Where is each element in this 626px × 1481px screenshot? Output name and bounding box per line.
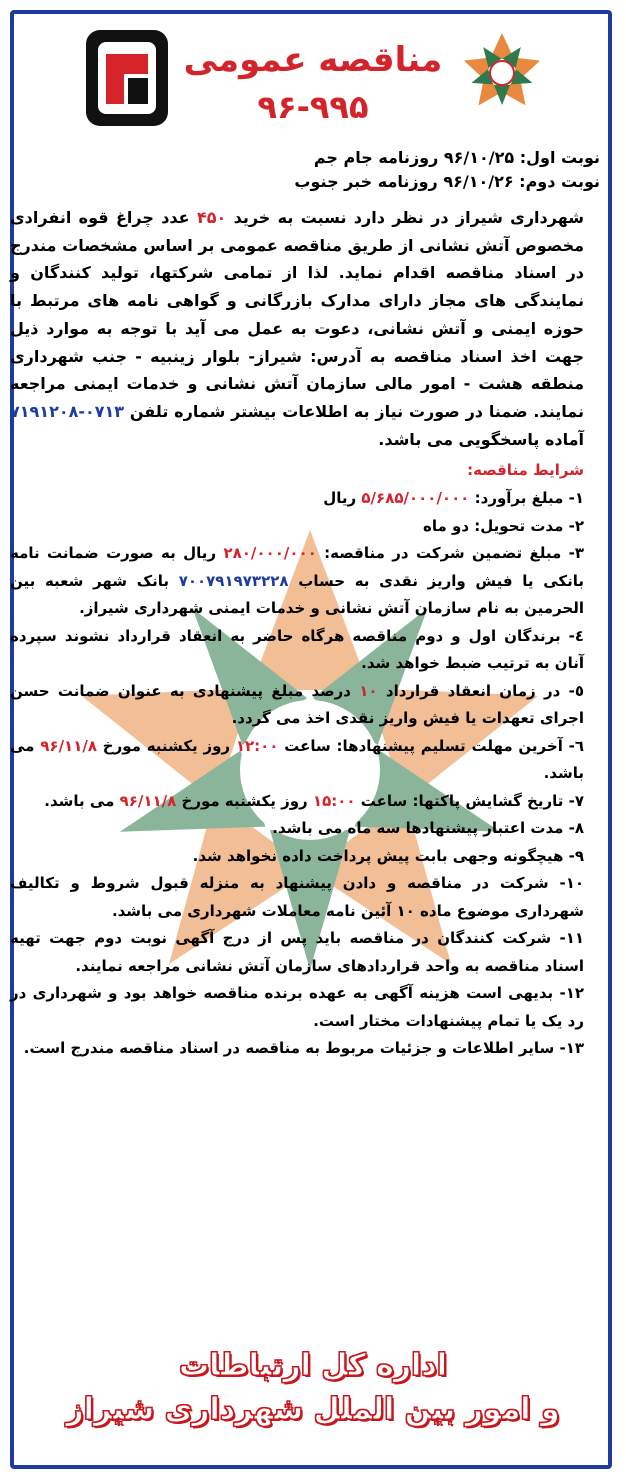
conditions-heading: شرایط مناقصه:	[467, 461, 584, 480]
publication-second: نوبت دوم: ۹۶/۱۰/۲۶ روزنامه خبر جنوب	[294, 172, 600, 191]
list-item: ٥- در زمان انعقاد قرارداد ۱۰ درصد مبلغ پیشنهادی به عنوان ضمانت حسن اجرای تعهدات یا فیش واریز نقدی اخذ می گردد.	[10, 681, 584, 728]
list-item: ۲- مدت تحویل: دو ماه	[423, 516, 584, 535]
publication-first: نوبت اول: ۹۶/۱۰/۲۵ روزنامه جام جم	[313, 148, 600, 167]
footer-line-1: اداره کل ارتباطات	[178, 1348, 448, 1383]
list-item: ۱۰- شرکت در مناقصه و دادن پیشنهاد به منزله قبول شروط و تکالیف شهرداری موضوع ماده ۱۰ آئین نامه معاملات شهرداری می باشد.	[10, 874, 584, 920]
intro-text-3: آماده پاسخگویی می باشد.	[378, 429, 584, 449]
phone-number: ۷۱۹۱۲۰۸-۰۷۱۳	[10, 401, 125, 421]
list-item: ٤- برندگان اول و دوم مناقصه هرگاه حاضر به انعقاد قرارداد نشوند سپرده آنان به ترتیب ضبط خواهد شد.	[10, 626, 584, 673]
intro-text-1: شهرداری شیراز در نظر دارد نسبت به خرید	[226, 208, 584, 227]
list-item: ٦- آخرین مهلت تسلیم پیشنهادها: ساعت ۱۲:۰۰ روز یکشنبه مورخ ۹۶/۱۱/۸ می باشد.	[10, 736, 585, 783]
ad-body	[10, 204, 584, 1063]
footer-line-2: و امور بین الملل شهرداری شیراز	[66, 1392, 560, 1427]
quantity-value: ۴۵۰	[196, 208, 227, 227]
list-item: ۳- مبلغ تضمین شرکت در مناقصه: ۲۸۰/۰۰۰/۰۰۰ ریال به صورت ضمانت نامه بانکی یا فیش واریز نقدی به حساب ۷۰۰۷۹۱۹۷۳۲۲۸ بانک شهر شعبه بین الحرمین به نام سازمان آتش نشانی و خدمات ایمنی شهرداری شیراز.	[10, 544, 584, 618]
intro-paragraph	[10, 204, 584, 453]
tender-number: ۹۶-۹۹۵	[257, 88, 369, 126]
conditions-list	[10, 485, 584, 1063]
intro-text-2: عدد چراغ قوه انفرادی مخصوص آتش نشانی از طریق مناقصه عمومی بر اساس مشخصات مندرج در اسناد مناقصه اقدام نماید. لذا از تمامی شرکتها، تولید کنندگان و نمایندگی های مجاز دارای مدارک بازرگانی و گواهی نامه های مرتبط با حوزه ایمنی و آتش نشانی، دعوت به عمل می آید با توجه به موارد ذیل جهت اخذ اسناد مناقصه به آدرس: شیراز- بلوار زینبیه - جنب شهرداری منطقه هشت - امور مالی سازمان آتش نشانی و خدمات ایمنی مراجعه نمایند. ضمنا در صورت نیاز به اطلاعات بیشتر شماره تلفن	[10, 208, 584, 421]
list-item: ۱۱- شرکت کنندگان در مناقصه باید پس از درج آگهی نوبت دوم جهت تهیه اسناد مناقصه به واحد قراردادهای سازمان آتش نشانی مراجعه نمایند.	[10, 929, 584, 975]
list-item: ۱۲- بدیهی است هزینه آگهی به عهده برنده مناقصه خواهد بود و شهرداری در رد یک یا تمام پیشنهادات مختار است.	[10, 984, 584, 1030]
list-item: ۷- تاریخ گشایش پاکتها: ساعت ۱۵:۰۰ روز یکشنبه مورخ ۹۶/۱۱/۸ می باشد.	[44, 791, 584, 810]
list-item: ۱۳- سایر اطلاعات و جزئیات مربوط به مناقصه در اسناد مناقصه مندرج است.	[23, 1039, 584, 1058]
shiraz-municipality-logo-icon	[462, 28, 542, 118]
fire-department-logo-icon	[84, 28, 170, 128]
list-item: ۸- مدت اعتبار پیشنهادها سه ماه می باشد.	[272, 819, 584, 838]
list-item: ۹- هیچگونه وجهی بابت پیش پرداخت داده نخواهد شد.	[192, 846, 584, 865]
page-title: مناقصه عمومی	[183, 40, 443, 80]
list-item: ۱- مبلغ برآورد: ۵/۶۸۵/۰۰۰/۰۰۰ ریال	[323, 489, 584, 508]
